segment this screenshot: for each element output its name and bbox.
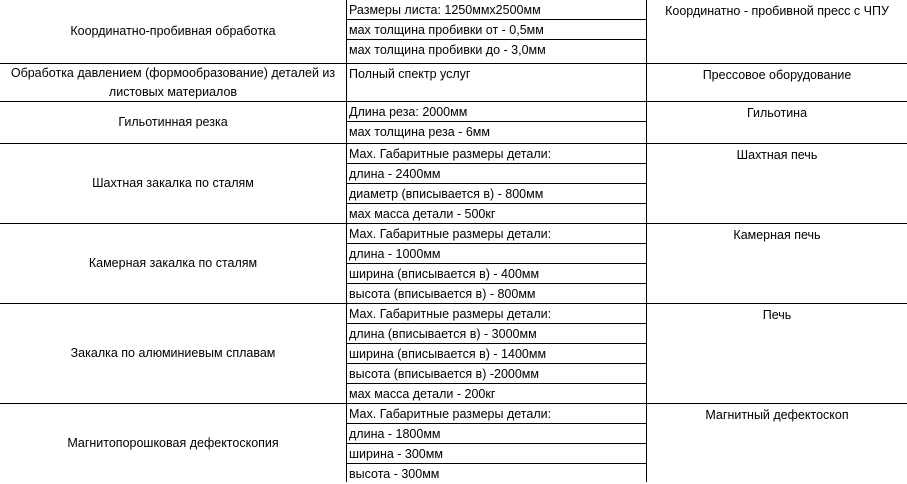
spec-line: высота - 300мм	[349, 467, 440, 481]
spec-line: высота (вписывается в) - 800мм	[349, 287, 536, 301]
specs-cell	[346, 102, 647, 143]
spec-line: Мах. Габаритные размеры детали:	[347, 144, 646, 164]
table-row	[0, 0, 907, 64]
spec-line: Мах. Габаритные размеры детали:	[347, 304, 646, 324]
spec-line: длина - 1000мм	[347, 244, 646, 264]
equipment-cell: Камерная печь	[733, 228, 821, 242]
spec-line: длина - 1800мм	[347, 424, 646, 444]
spec-line: ширина - 300мм	[347, 444, 646, 464]
spec-line: Размеры листа: 1250ммх2500мм	[347, 0, 646, 20]
process-cell: Обработка давлением (формообразование) деталей из листовых материалов	[10, 66, 336, 99]
equipment-cell: Гильотина	[746, 106, 808, 120]
spec-line: Полный спектр услуг	[349, 67, 471, 81]
equipment-cell: Печь	[762, 308, 792, 322]
table-row	[0, 404, 907, 482]
table-row	[0, 224, 907, 304]
process-cell: Закалка по алюминиевым сплавам	[70, 346, 276, 360]
spec-line: ширина (вписывается в) - 1400мм	[347, 344, 646, 364]
process-cell: Магнитопорошковая дефектоскопия	[67, 435, 279, 450]
table-row	[0, 64, 907, 102]
spec-line: мах масса детали - 200кг	[349, 387, 496, 401]
spec-line: Длина реза: 2000мм	[347, 102, 646, 122]
table-row	[0, 102, 907, 144]
equipment-cell: Прессовое оборудование	[702, 68, 852, 82]
spec-line: Мах. Габаритные размеры детали:	[347, 404, 646, 424]
spec-line: высота (вписывается в) -2000мм	[347, 364, 646, 384]
process-cell: Гильотинная резка	[118, 115, 228, 129]
specs-cell	[346, 0, 647, 63]
table-row	[0, 304, 907, 404]
table-row	[0, 144, 907, 224]
specs-cell	[346, 404, 647, 482]
spec-line: длина - 2400мм	[347, 164, 646, 184]
spec-line: мах толщина реза - 6мм	[349, 125, 490, 139]
equipment-cell: Координатно - пробивной пресс с ЧПУ	[665, 4, 889, 18]
spec-line: длина (вписывается в) - 3000мм	[347, 324, 646, 344]
specs-cell	[346, 224, 647, 303]
spec-line: Мах. Габаритные размеры детали:	[347, 224, 646, 244]
spec-line: диаметр (вписывается в) - 800мм	[347, 184, 646, 204]
specs-cell	[346, 64, 647, 101]
process-cell: Шахтная закалка по сталям	[92, 176, 254, 190]
equipment-cell: Магнитный дефектоскоп	[705, 408, 849, 422]
spec-line: мах толщина пробивки от - 0,5мм	[347, 20, 646, 40]
process-cell: Координатно-пробивная обработка	[70, 24, 276, 38]
process-cell: Камерная закалка по сталям	[88, 256, 258, 270]
spec-line: мах масса детали - 500кг	[349, 207, 496, 221]
spec-line: мах толщина пробивки до - 3,0мм	[349, 43, 546, 57]
equipment-cell: Шахтная печь	[736, 148, 818, 162]
specs-cell	[346, 304, 647, 403]
specs-cell	[346, 144, 647, 223]
spec-line: ширина (вписывается в) - 400мм	[347, 264, 646, 284]
